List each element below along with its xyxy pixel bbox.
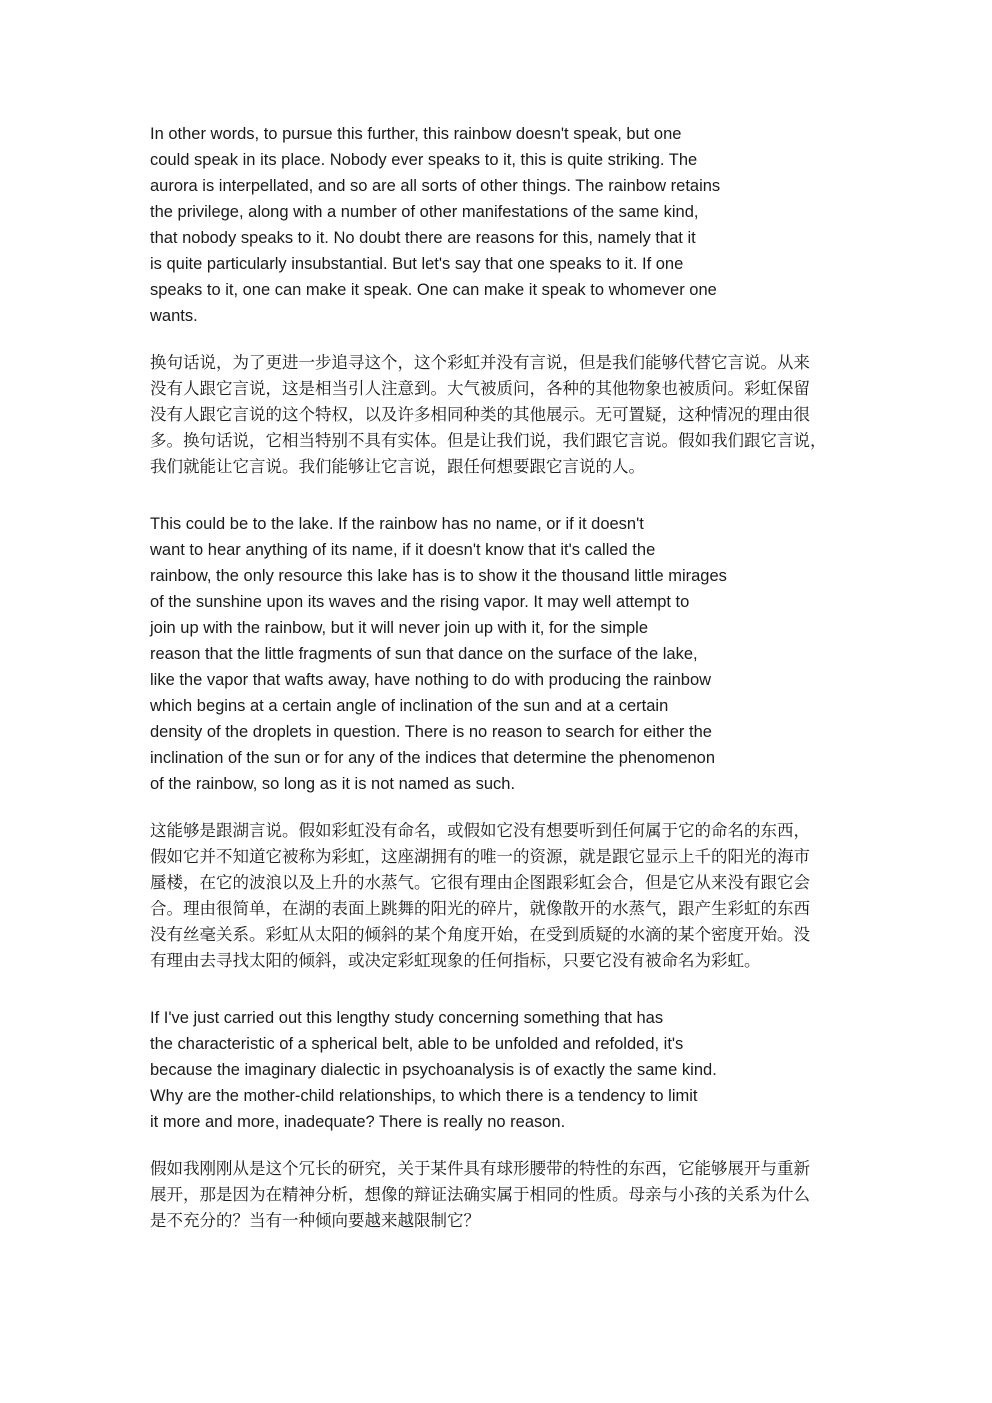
text-line: 蜃楼，在它的波浪以及上升的水蒸气。它很有理由企图跟彩虹会合，但是它从来没有跟它会	[150, 873, 810, 892]
paragraph-english-3	[150, 1005, 717, 1135]
text-line: speaks to it, one can make it speak. One can make it speak to whomever one	[150, 281, 717, 299]
text-line: could speak in its place. Nobody ever speaks to it, this is quite striking. The	[150, 151, 698, 169]
text-line: 假如我刚刚从是这个冗长的研究，关于某件具有球形腰带的特性的东西，它能够展开与重新	[150, 1159, 810, 1178]
text-line: 没有人跟它言说，这是相当引人注意到。大气被质问，各种的其他物象也被质问。彩虹保留	[150, 379, 810, 398]
text-line: which begins at a certain angle of inclination of the sun and at a certain	[150, 697, 669, 715]
text-line: 换句话说，为了更进一步追寻这个，这个彩虹并没有言说，但是我们能够代替它言说。从来	[150, 353, 810, 372]
text-line: 没有人跟它言说的这个特权，以及许多相同种类的其他展示。无可置疑，这种情况的理由很	[150, 405, 810, 424]
text-line: 是不充分的？当有一种倾向要越来越限制它？	[150, 1211, 480, 1230]
text-line: 多。换句话说，它相当特别不具有实体。但是让我们说，我们跟它言说。假如我们跟它言说，	[150, 431, 827, 450]
text-line: aurora is interpellated, and so are all sorts of other things. The rainbow retains	[150, 177, 721, 195]
text-line: 展开，那是因为在精神分析，想像的辩证法确实属于相同的性质。母亲与小孩的关系为什么	[150, 1185, 810, 1204]
text-line: it more and more, inadequate? There is really no reason.	[150, 1113, 566, 1131]
paragraph-chinese-3	[150, 1156, 810, 1234]
text-line: This could be to the lake. If the rainbow has no name, or if it doesn't	[150, 515, 644, 533]
text-line: 没有丝毫关系。彩虹从太阳的倾斜的某个角度开始，在受到质疑的水滴的某个密度开始。没	[150, 925, 810, 944]
paragraph-chinese-1	[150, 350, 827, 480]
text-line: inclination of the sun or for any of the indices that determine the phenomenon	[150, 749, 716, 767]
text-line: the characteristic of a spherical belt, able to be unfolded and refolded, it's	[150, 1035, 684, 1053]
text-line: Why are the mother-child relationships, to which there is a tendency to limit	[150, 1087, 698, 1105]
paragraph-english-2	[150, 511, 727, 797]
text-line: want to hear anything of its name, if it doesn't know that it's called the	[150, 541, 656, 559]
text-line: that nobody speaks to it. No doubt there are reasons for this, namely that it	[150, 229, 696, 247]
text-line: 我们就能让它言说。我们能够让它言说，跟任何想要跟它言说的人。	[150, 457, 645, 476]
text-line: join up with the rainbow, but it will never join up with it, for the simple	[150, 619, 648, 637]
paragraph-english-1	[150, 121, 720, 329]
text-line: is quite particularly insubstantial. But let's say that one speaks to it. If one	[150, 255, 684, 273]
paragraph-chinese-2	[150, 818, 810, 974]
text-line: density of the droplets in question. There is no reason to search for either the	[150, 723, 712, 741]
text-line: of the rainbow, so long as it is not named as such.	[150, 775, 516, 793]
text-line: like the vapor that wafts away, have nothing to do with producing the rainbow	[150, 671, 712, 689]
text-line: rainbow, the only resource this lake has is to show it the thousand little mirages	[150, 567, 727, 585]
text-line: 合。理由很简单，在湖的表面上跳舞的阳光的碎片，就像散开的水蒸气，跟产生彩虹的东西	[150, 899, 810, 918]
text-line: 假如它并不知道它被称为彩虹，这座湖拥有的唯一的资源，就是跟它显示上千的阳光的海市	[150, 847, 810, 866]
text-line: 这能够是跟湖言说。假如彩虹没有命名，或假如它没有想要听到任何属于它的命名的东西，	[150, 821, 810, 840]
text-line: In other words, to pursue this further, this rainbow doesn't speak, but one	[150, 125, 682, 143]
text-line: wants.	[150, 307, 198, 325]
text-line: reason that the little fragments of sun that dance on the surface of the lake,	[150, 645, 698, 663]
text-line: the privilege, along with a number of other manifestations of the same kind,	[150, 203, 699, 221]
text-line: If I've just carried out this lengthy study concerning something that has	[150, 1009, 664, 1027]
text-line: because the imaginary dialectic in psychoanalysis is of exactly the same kind.	[150, 1061, 717, 1079]
text-line: 有理由去寻找太阳的倾斜，或决定彩虹现象的任何指标，只要它没有被命名为彩虹。	[150, 951, 761, 970]
text-line: of the sunshine upon its waves and the rising vapor. It may well attempt to	[150, 593, 690, 611]
